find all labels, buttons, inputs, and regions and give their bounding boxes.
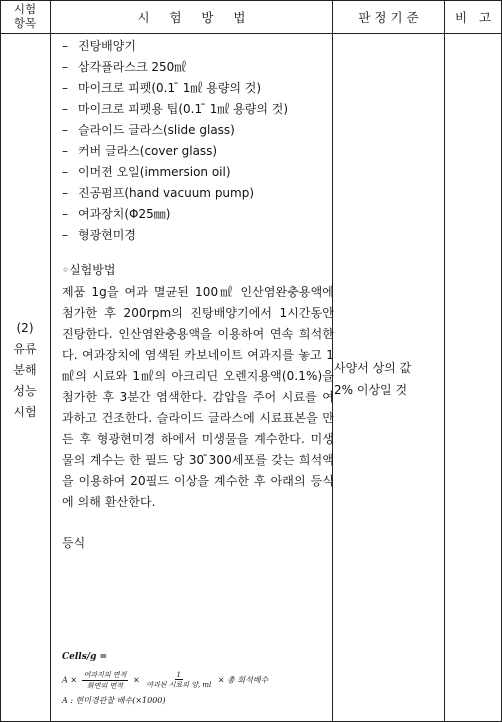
material-item: – 마이크로 피펫용 팁(0.1 ̄ 1㎖ 용량의 것)	[62, 102, 289, 116]
header-remarks-cell	[445, 1, 501, 33]
material-item: – 이머젼 오일(immersion oil)	[62, 165, 231, 179]
method-cell	[62, 36, 334, 554]
formula-a-term: A ×	[62, 675, 78, 685]
remarks-cell	[445, 34, 501, 721]
test-item-number: (2)	[16, 321, 34, 335]
material-item: – 형광현미경	[62, 228, 136, 242]
method-paragraph: 제품 1g을 여과 멸균된 100㎖ 인산염완충용액에 첨가한 후 200rpm의 진탕배양기에서 1시간동안 진탕한다. 인산염완충용액을 이용하여 연속 희석한다. 여과장치에 염색된 카보네이트 여과지를 놓고 1㎖의 시료와 1㎖의 아크리딘 오렌지용액(0.1%)을 첨가한 후 3분간 염색한다. 감압을 주어 시료를 여과하고 건조한다. 슬라이드 글라스에 시료표본을 만든 후 형광현미경 하에서 미생물을 계수한다. 미생물의 계수는 한 필드 당 30 ̄300세포를 갖는 희석액을 이용하여 20필드 이상을 계수한 후 아래의 등식에 의해 환산한다.	[62, 285, 334, 509]
material-item: – 마이크로 피펫(0.1 ̄ 1㎖ 용량의 것)	[62, 81, 262, 95]
material-item: – 삼각플라스크 250㎖	[62, 60, 187, 74]
header-criteria-cell	[333, 1, 444, 33]
header-bottom-border	[0, 33, 502, 34]
material-item: – 슬라이드 글라스(slide glass)	[62, 123, 235, 137]
test-item-cell	[1, 318, 49, 423]
formula-volume-fraction	[144, 671, 213, 690]
header-method-label: 시 험 방 법	[137, 10, 246, 25]
equation-heading: 등식	[62, 536, 86, 550]
formula-times: ×	[132, 675, 140, 685]
formula-area-fraction	[82, 670, 129, 691]
material-item: – 진공펌프(hand vacuum pump)	[62, 186, 255, 200]
cell-count-formula	[62, 652, 330, 706]
test-item-line4: 시험	[13, 405, 37, 419]
formula-volume-denominator: 여과된 시료의 양, ml	[146, 681, 212, 689]
material-item: – 진탕배양기	[62, 39, 136, 53]
col-divider-item	[50, 0, 51, 722]
material-item: – 여과장치(Φ25㎜)	[62, 207, 171, 221]
formula-area-numerator: 여과지의 면적	[83, 671, 127, 679]
test-item-line2: 분해	[13, 363, 37, 377]
header-item-line1: 시험	[13, 2, 37, 16]
formula-definition: A : 현미경관찰 배수(×1000)	[62, 696, 166, 705]
method-heading: ◦실험방법	[62, 263, 116, 277]
formula-volume-numerator: 1	[176, 671, 181, 679]
formula-area-denominator: 화면의 면적	[86, 682, 123, 690]
header-method-cell	[51, 1, 332, 33]
material-item: – 커버 글라스(cover glass)	[62, 144, 218, 158]
header-remarks-label: 비 고	[454, 10, 492, 25]
criteria-cell	[334, 357, 444, 401]
formula-dilution-term: × 총 희석배수	[217, 675, 269, 685]
test-item-line3: 성능	[13, 384, 37, 398]
header-criteria-label: 판 정 기 준	[358, 10, 419, 25]
formula-lhs: Cells/g =	[62, 652, 108, 662]
criteria-line1: 사양서 상의 값	[334, 361, 412, 375]
header-item-cell	[1, 2, 49, 30]
formula-expression	[62, 670, 330, 691]
header-item-line2: 항목	[13, 16, 37, 30]
test-item-line1: 유류	[13, 342, 37, 356]
criteria-line2: 2% 이상일 것	[334, 383, 408, 397]
